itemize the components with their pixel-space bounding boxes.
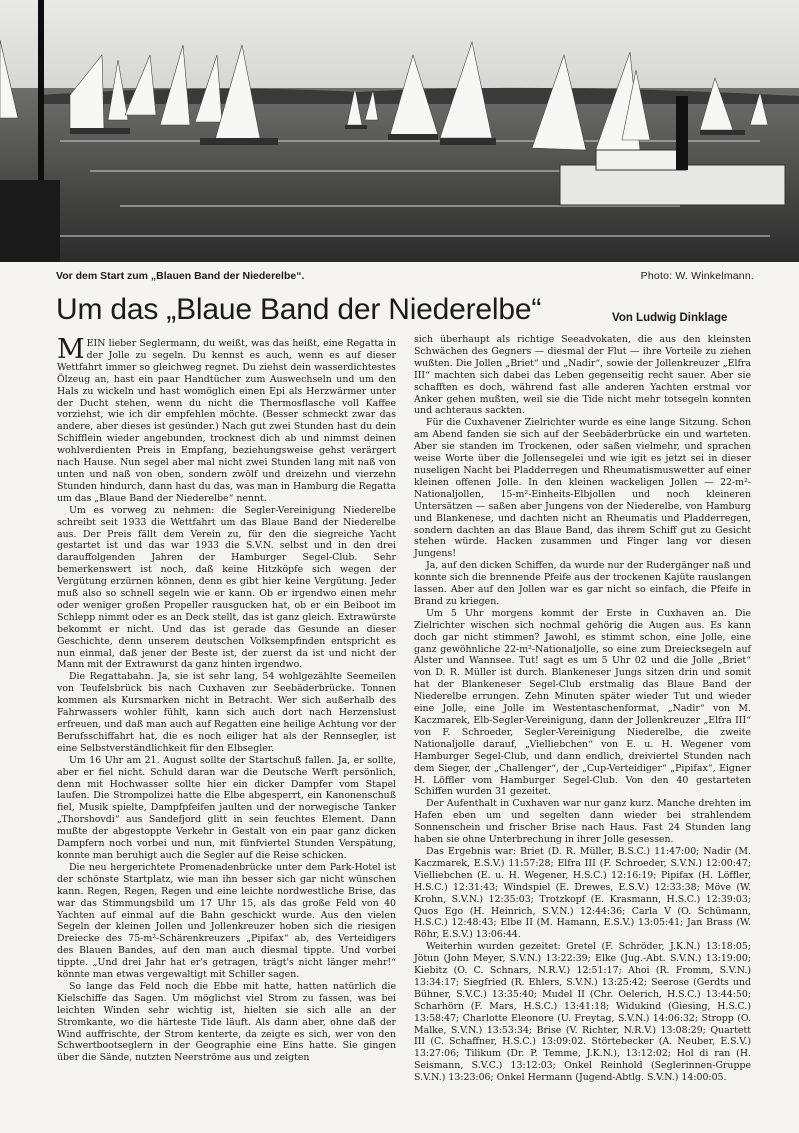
regatta-photo	[0, 0, 799, 262]
results-more: Weiterhin wurden gezeitet: Gretel (F. Schröder, J.K.N.) 13:18:05; Jötun (John Meyer, S.V.N.) 13:22:39; Elke (Jug.-Abt. S.V.N.) 13:19:00; Kiebitz (O. C. Schnars, N.R.V.) 12:51:17; Ahoi (R. Fromm, S.V.N.) 13:34:17; Siegfried (R. Ehlers, S.V.N.) 13:25:42; Seerose (Gerdts und Bühner, S.V.C.) 13:35:40; Mudel II (Chr. Oelerich, H.S.C.) 13:44:50; Scharhörn (F. Mars, H.S.C.) 13:41:18; Widukind (Giesing, H.S.C.) 13:58:47; Charlotte Eleonore (U. Freytag, S.V.N.) 14:06:32; Stropp (O. Malke, S.V.N.) 13:53:34; Brise (V. Richter, N.R.V.) 13:08:29; Quartett III (C. Schaffner, H.S.C.) 13:09:02. Störtebecker (A. Neuber, E.S.V.) 13:27:06; Tilikum (Dr. P. Temme, J.K.N.), 13:12:02; Hol di ran (H. Seismann, S.V.C.) 13:12:03; Onkel Reinhold (Seglerinnen-Gruppe S.V.N.) 13:23:06; Onkel Hermann (Jugend-Abtlg. S.V.N.) 14:00:05.	[414, 941, 751, 1084]
article-paragraph: sich überhaupt als richtige Seeadvokaten, die aus den kleinsten Schwächen des Gegners — diesmal der Flut — ihre Vorteile zu ziehen wußten. Die Jollen „Briet“ und „Nadir“, sowie der Jollenkreuzer „Elfra III“ machten sich dabei das Leben gegenseitig recht sauer. Aber sie schafften es doch, während fast alle anderen Yachten erstmal vor Anker gehen mußten, weil sie die Tide nicht mehr totsegeln konnten und achteraus sackten.	[414, 334, 751, 417]
article-paragraph: Ja, auf den dicken Schiffen, da wurde nur der Rudergänger naß und konnte sich die brennende Pfeife aus der trockenen Kajüte rauslangen lassen. Aber auf den Jollen war es gar nicht so einfach, die Pfeife in Brand zu kriegen.	[414, 560, 751, 607]
article-paragraph: So lange das Feld noch die Ebbe mit hatte, hatten natürlich die Kielschiffe das Sagen. Um möglichst viel Strom zu fassen, was bei leichten Winden sehr wichtig ist, hielten sie sich alle an der Stromkante, wo die härteste Tide läuft. Als dann aber, ohne daß der Wind auffrischte, der Strom kenterte, da zeigte es sich, wer von den Schwertbootseglern in der Geographie eine Eins hatte. Sie gingen über die Sände, nutzten Neerströme aus und zeigten	[57, 980, 396, 1064]
article-column-right	[414, 334, 751, 1084]
article-paragraph: Für die Cuxhavener Zielrichter wurde es eine lange Sitzung. Schon am Abend fanden sie sich auf der Seebäderbrücke ein und warteten. Aber sie standen im Trockenen, oder saßen vielmehr, und sprachen weise Worte über die Jollensegelei und wie igit es jetzt sei in dieser nuseligen Nacht bei Pladderregen und Rheumatismuswetter auf einer kleinen offenen Jolle. In den kleinen wackeligen Jollen — 22-m²-Nationaljollen, 15-m²-Einheits-Elbjollen und noch kleineren Untersätzen — saßen aber Jungens von der Niederelbe, von Hamburg und Blankenese, und dachten nicht an Rheumatis und Pladderregen, sondern dachten an das Blaue Band, das ihrem Schiff gut zu Gesicht stehen würde. Hacken zusammen und Finger lang vor diesen Jungens!	[414, 417, 751, 560]
results-main: Briet (D. R. Müller, B.S.C.) 11:47:00; Nadir (M. Kaczmarek, E.S.V.) 11:57:28; Elfra III (F. Schroeder, S.V.N.) 12:00:47; Vielliebchen (E. u. H. Wegener, H.S.C.) 12:16:19; Pipifax (H. Löffler, H.S.C.) 12:31:43; Windspiel (E. Drewes, E.S.V.) 12:33:38; Möve (W. Krohn, S.V.N.) 12:35:03; Trotzkopf (E. Krasmann, H.S.C.) 12:39:03; Quos Ego (H. Heinrich, S.V.N.) 12:44:36; Carla V (O. Schümann, H.S.C.) 12:48:43; Elbe II (M. Hamann, E.S.V.) 13:05:41; Jan Brass (W. Röhr, E.S.V.) 13:06:44.	[414, 845, 751, 941]
photo-caption: Vor dem Start zum „Blauen Band der Niederelbe“.	[56, 270, 305, 282]
article-paragraph: Die neu hergerichtete Promenadenbrücke unter dem Park-Hotel ist der schönste Startplatz, wie man ihn besser sich gar nicht wünschen kann. Regen, Regen, Regen und eine leichte nordwestliche Brise, das war das Stimmungsbild um 17 Uhr 15, als das große Feld von 40 Yachten auf einmal auf die Bahn geschickt wurde. Aus den vielen Segeln der kleinen Jollen und Jollenkreuzer hoben sich die riesigen Dreiecke des 75-m²-Schärenkreuzers „Pipifax“ ab, des Verteidigers des Blauen Bandes, auf den man auch diesmal tippte. Und vorbei tippte. „Und drei Jahr hat er's getragen, trägt's nicht länger mehr!“ könnte man etwas vergewaltigt mit Schiller sagen.	[57, 861, 396, 981]
author-byline: Von Ludwig Dinklage	[612, 312, 728, 324]
drop-cap: M	[57, 334, 85, 365]
article-paragraph: MEIN lieber Seglermann, du weißt, was das heißt, eine Regatta in der Jolle zu segeln. Du kennst es auch, wenn es auf dieser Wettfahrt immer so gleichweg regnet. Du ziehst dein wasserdichtestes Ölzeug an, hast ein paar Handtücher zum Auswechseln und um den Hals zu wickeln und hast womöglich einen Epi als Herzwärmer unter der Ducht stehen, wenn du nicht die Thermosflasche voll Kaffee vorziehst, wie ich dir empfehlen möchte. (Besser schmeckt zwar das andere, aber dieses ist gesünder.) Nach gut zwei Stunden hast du dein Schifflein wieder angebunden, trocknest dich ab und nimmst deinen wohlverdienten Preis in Empfang, beziehungsweise gehst verärgert nach Hause. Nun segel aber mal nicht zwei Stunden lang mit naß von unten und naß von oben, sondern zwölf und dreizehn und vierzehn Stunden hindurch, dann hast du das, was man in Hamburg die Regatta um das „Blaue Band der Niederelbe“ nennt.	[57, 334, 396, 504]
article-paragraph: Um 16 Uhr am 21. August sollte der Startschuß fallen. Ja, er sollte, aber er fiel nicht. Schuld daran war die Deutsche Werft persönlich, denn mit Hochwasser sollte hier ein dicker Dampfer vom Stapel laufen. Die Strompolizei hatte die Elbe abgesperrt, ein Kanonenschuß fiel, Musik spielte, Dampfpfeifen jaulten und der norwegische Tanker „Thorshovdi“ aus Sandefjord glitt in sein feuchtes Element. Dann mußte der abgestoppte Verkehr in Gestalt von ein paar ganz dicken Dampfern noch vorbei und nun, mit fünfviertel Stunden Verspätung, konnte man beruhigt auch die Segler auf die Reise schicken.	[57, 754, 396, 861]
article-paragraph: Die Regattabahn. Ja, sie ist sehr lang, 54 wohlgezählte Seemeilen von Teufelsbrück bis nach Cuxhaven zur Seebäderbrücke. Tonnen kommen als Kursmarken nicht in Betracht. Wer sich außerhalb des Fahrwassers wohler fühlt, kann sich auch dort nach Herzenslust erfreuen, und daß man auch auf Regatten eine heilige Achtung vor der Berufsschiffahrt hat, die es noch eiliger hat als der Rennsegler, ist eine Selbstverständlichkeit für den Elbsegler.	[57, 671, 396, 754]
article-column-left	[57, 334, 396, 1064]
results-label: Das Ergebnis war:	[426, 845, 517, 857]
article-paragraph: Der Aufenthalt in Cuxhaven war nur ganz kurz. Manche drehten im Hafen eben um und segelten dann wieder bei strahlendem Sonnenschein und frischer Brise nach Haus. Fast 24 Stunden lang haben sie ohne Unterbrechung in ihrer Jolle gesessen.	[414, 798, 751, 846]
article-paragraph: Um 5 Uhr morgens kommt der Erste in Cuxhaven an. Die Zielrichter wischen sich nochmal gehörig die Augen aus. Es kann doch gar nicht stimmen? Jawohl, es stimmt schon, eine Jolle, eine ganz gewöhnliche 22-m²-Nationaljolle, so eine zum Dreiecksegeln auf Alster und Wannsee. Tut! sagt es um 5 Uhr 02 und die Jolle „Briet“ von D. R. Müller ist durch. Blankeneser Jungs sitzen drin und somit hat der Blankeneser Segel-Club erstmalig das Blaue Band der Niederelbe errungen. Zehn Minuten später wieder Tut und wieder eine Jolle, eine Jolle im Westentaschenformat, „Nadir“ von M. Kaczmarek, Elb-Segler-Vereinigung, dann der Jollenkreuzer „Elfra III“ von F. Schroeder, Segler-Vereinigung Niederelbe, die zweite Nationaljolle darauf, „Vielliebchen“ von E. u. H. Wegener vom Hamburger Segel-Club, und dann endlich, dreiviertel Stunden nach dem Sieger, der „Challenger“, der „Cup-Verteidiger“ „Pipifax“, Eigner H. Löffler vom Hamburger Segel-Club. Von den 40 gestarteten Schiffen wurden 31 gezeitet.	[414, 607, 751, 798]
article-title: Um das „Blaue Band der Niederelbe“	[56, 293, 542, 326]
results-list	[414, 846, 751, 941]
photo-credit: Photo: W. Winkelmann.	[640, 270, 754, 282]
article-paragraph: Um es vorweg zu nehmen: die Segler-Vereinigung Niederelbe schreibt seit 1933 die Wettfahrt um das Blaue Band der Niederelbe aus. Der Preis fällt dem Verein zu, für den die siegreiche Yacht gestartet ist und das war 1933 die S.V.N. selbst und in den drei darauffolgenden Jahren der Hamburger Segel-Club. Sehr bemerkenswert ist noch, daß keine Hitzköpfe sich wegen der Vergütung erzürnen können, denn es gibt hier keine Vergütung. Jeder muß also so schnell segeln wie er kann. Ob er irgendwo einen mehr oder weniger großen Propeller rausgucken hat, ob er ein Beiboot im Schlepp nimmt oder es an Deck stellt, das ist ganz gleich. Extrawürste bekommt er nicht. Und das ist gerade das Gesunde an dieser Geschichte, denn unserem deutschen Volksempfinden entspricht es nun einmal, daß jener der Beste ist, der zuerst da ist und nicht der Mann mit der Extrawurst da ganz hinten irgendwo.	[57, 504, 396, 671]
